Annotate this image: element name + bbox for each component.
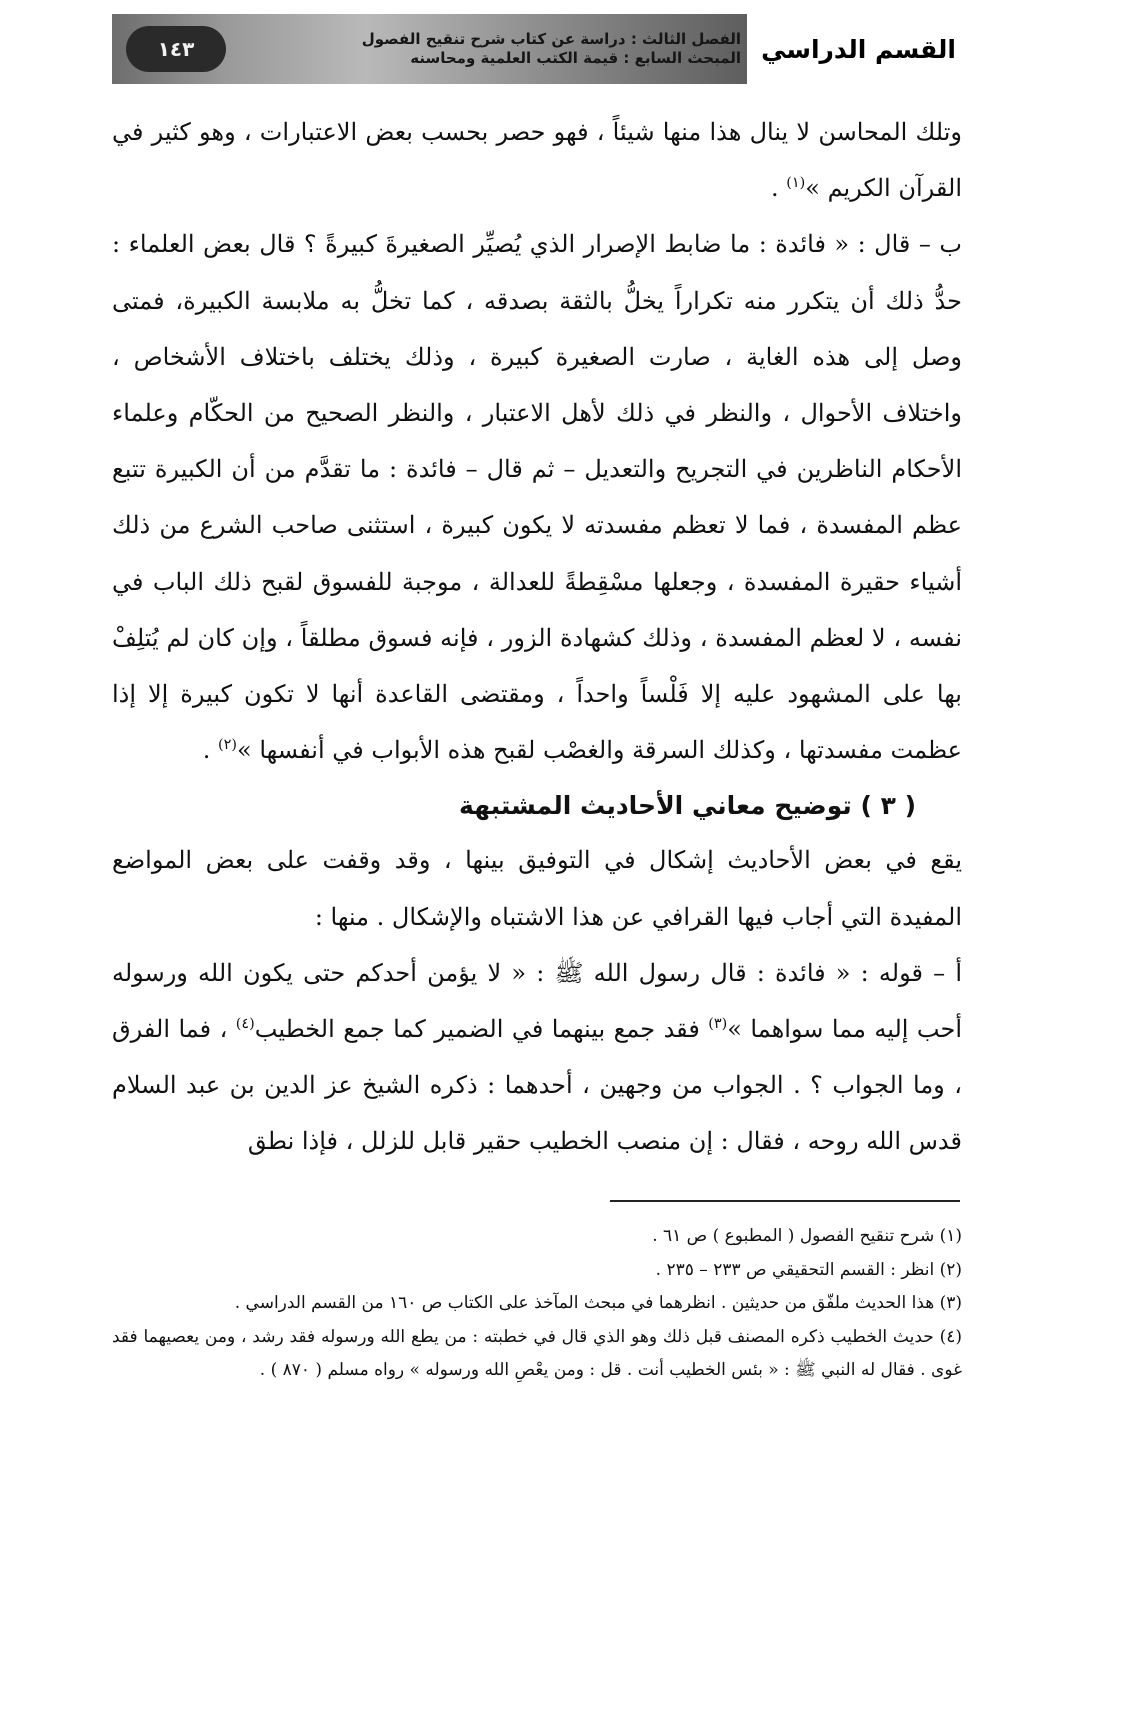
footnote-1: (١) شرح تنقيح الفصول ( المطبوع ) ص ٦١ .	[652, 1226, 962, 1246]
paragraph-4-text-c: ، فما الفرق ، وما الجواب ؟ . الجواب من وجهين ، أحدهما : ذكره الشيخ عز الدين بن عبد السلام قدس الله روحه ، فقال : إن منصب الخطيب حقير قابل للزلل ، فإذا نطق	[112, 1015, 962, 1156]
footnote-2: (٢) انظر : القسم التحقيقي ص ٢٣٣ – ٢٣٥ .	[655, 1259, 962, 1280]
footnote-ref-1: (١)	[786, 175, 806, 192]
paragraph-4-text-b: فقد جمع بينهما في الضمير كما جمع الخطيب	[254, 1015, 709, 1044]
footnotes	[112, 1220, 962, 1388]
footnote-3: (٣) هذا الحديث ملفّق من حديثين . انظرهما في مبحث المآخذ على الكتاب ص ١٦٠ من القسم الدراسي .	[234, 1293, 962, 1314]
paragraph-2-text: ب – قال : « فائدة : ما ضابط الإصرار الذي يُصيِّر الصغيرةَ كبيرةً ؟ قال بعض العلماء : حدُّ ذلك أن يتكرر منه تكراراً يخلُّ بالثقة بصدقه ، كما تخلُّ به ملابسة الكبيرة، فمتى وصل إلى هذه الغاية ، صارت الصغيرة كبيرة ، وذلك يختلف باختلاف الأشخاص ، واختلاف الأحوال ، والنظر في ذلك لأهل الاعتبار ، والنظر الصحيح من الحكّام وعلماء الأحكام الناظرين في التجريح والتعديل – ثم قال – فائدة : ما تقدَّم من أن الكبيرة تتبع عظم المفسدة ، فما لا تعظم مفسدته لا يكون كبيرة ، استثنى صاحب الشرع من ذلك أشياء حقيرة المفسدة ، وجعلها مسْقِطةً للعدالة ، موجبة للفسوق لقبح ذلك الباب في نفسه ، لا لعظم المفسدة ، وذلك كشهادة الزور ، فإنه فسوق مطلقاً ، وإن كان لم يُتلِفْ بها على المشهود عليه إلا فَلْساً واحداً ، ومقتضى القاعدة أنها لا تكون كبيرة إلا إذا عظمت مفسدتها ، وكذلك السرقة والغصْب لقبح هذه الأبواب في أنفسها »	[112, 230, 962, 765]
header-section-title: القسم الدراسي	[761, 34, 956, 64]
header-subchapter-title: المبحث السابع : قيمة الكتب العلمية ومحاسنه	[410, 49, 742, 67]
header-chapter-title: الفصل الثالث : دراسة عن كتاب شرح تنقيح الفصول	[361, 30, 742, 49]
running-header	[112, 10, 960, 88]
footnote-divider	[610, 1200, 960, 1202]
footnote-ref-4: (٤)	[235, 1016, 255, 1033]
footnote-ref-3: (٣)	[708, 1016, 728, 1033]
paragraph-4-text-a: أ – قوله : « فائدة : قال رسول الله ﷺ : « لا يؤمن أحدكم حتى يكون الله ورسوله أحب إليه مما سواهما »	[112, 958, 963, 1044]
paragraph-3: يقع في بعض الأحاديث إشكال في التوفيق بينها ، وقد وقفت على بعض المواضع المفيدة التي أجاب فيها القرافي عن هذا الاشتباه والإشكال . منها :	[112, 846, 963, 931]
footnote-4: (٤) حديث الخطيب ذكره المصنف قبل ذلك وهو الذي قال في خطبته : من يطع الله ورسوله فقد رشد ، ومن يعصيهما فقد غوى . فقال له النبي ﷺ : « بئس الخطيب أنت . قل : ومن يعْصِ الله ورسوله » رواه مسلم ( ٨٧٠ ) .	[112, 1326, 962, 1381]
section-heading: ( ٣ ) توضيح معاني الأحاديث المشتبهة	[459, 791, 916, 821]
page-number: ١٤٣	[126, 26, 226, 72]
paragraph-4	[112, 945, 962, 1170]
main-text	[112, 104, 962, 1170]
paragraph-2-end: .	[202, 736, 219, 765]
header-band	[112, 14, 747, 84]
paragraph-1-text: وتلك المحاسن لا ينال هذا منها شيئاً ، فهو حصر بحسب بعض الاعتبارات ، وهو كثير في القرآن الكريم »	[112, 118, 962, 203]
paragraph-1	[112, 104, 962, 216]
footnote-ref-2: (٢)	[218, 737, 238, 754]
paragraph-1-end: .	[771, 174, 787, 203]
paragraph-2	[112, 216, 962, 778]
header-band-text	[226, 30, 747, 68]
